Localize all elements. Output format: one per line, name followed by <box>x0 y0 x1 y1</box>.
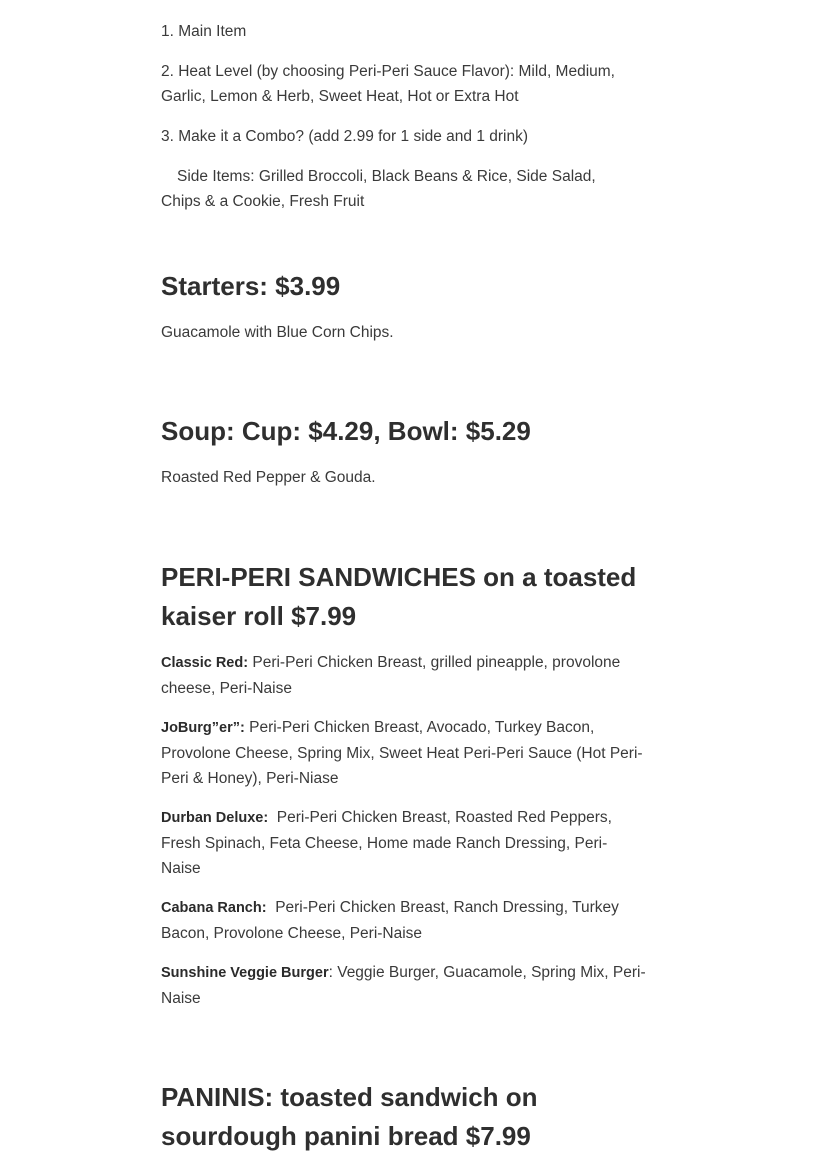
starters-heading: Starters: $3.99 <box>161 271 341 301</box>
menu-item-description: Peri-Peri Chicken Breast, grilled pineapple, provolone cheese, Peri-Naise <box>161 654 621 697</box>
menu-item-classic-red <box>161 650 661 701</box>
starters-description: Guacamole with Blue Corn Chips. <box>161 324 394 341</box>
soup-description: Roasted Red Pepper & Gouda. <box>161 469 376 486</box>
menu-item-name: Sunshine Veggie Burger <box>161 965 329 981</box>
menu-item-name: Classic Red: <box>161 655 249 671</box>
menu-item-name: JoBurg”er”: <box>161 720 245 736</box>
menu-item-cabana-ranch <box>161 895 651 946</box>
menu-item-name: Durban Deluxe: <box>161 810 269 826</box>
menu-item-sunshine-veggie-burger <box>161 960 656 1011</box>
menu-item-name: Cabana Ranch: <box>161 900 267 916</box>
menu-item-durban-deluxe <box>161 805 646 881</box>
menu-item-joburger <box>161 715 646 791</box>
order-step-heat-level: 2. Heat Level (by choosing Peri-Peri Sauce Flavor): Mild, Medium, Garlic, Lemon & Herb, Sweet Heat, Hot or Extra Hot <box>161 63 615 105</box>
menu-item-description: Peri-Peri Chicken Breast, Ranch Dressing, Turkey Bacon, Provolone Cheese, Peri-Naise <box>161 899 619 942</box>
menu-item-description: Peri-Peri Chicken Breast, Roasted Red Peppers, Fresh Spinach, Feta Cheese, Home made Ranch Dressing, Peri-Naise <box>161 809 612 877</box>
sandwiches-heading: PERI-PERI SANDWICHES on a toasted kaiser roll $7.99 <box>161 562 637 631</box>
soup-heading: Soup: Cup: $4.29, Bowl: $5.29 <box>161 416 531 446</box>
order-step-combo: 3. Make it a Combo? (add 2.99 for 1 side and 1 drink) <box>161 128 529 145</box>
order-step-main-item: 1. Main Item <box>161 23 247 40</box>
menu-item-description: Peri-Peri Chicken Breast, Avocado, Turkey Bacon, Provolone Cheese, Spring Mix, Sweet Heat Peri-Peri Sauce (Hot Peri-Peri & Honey), Peri-Niase <box>161 719 643 787</box>
paninis-heading: PANINIS: toasted sandwich on sourdough panini bread $7.99 <box>161 1082 538 1151</box>
side-items-list: Side Items: Grilled Broccoli, Black Beans & Rice, Side Salad, Chips & a Cookie, Fresh Fruit <box>161 168 596 210</box>
menu-item-description: : Veggie Burger, Guacamole, Spring Mix, Peri-Naise <box>161 964 646 1007</box>
